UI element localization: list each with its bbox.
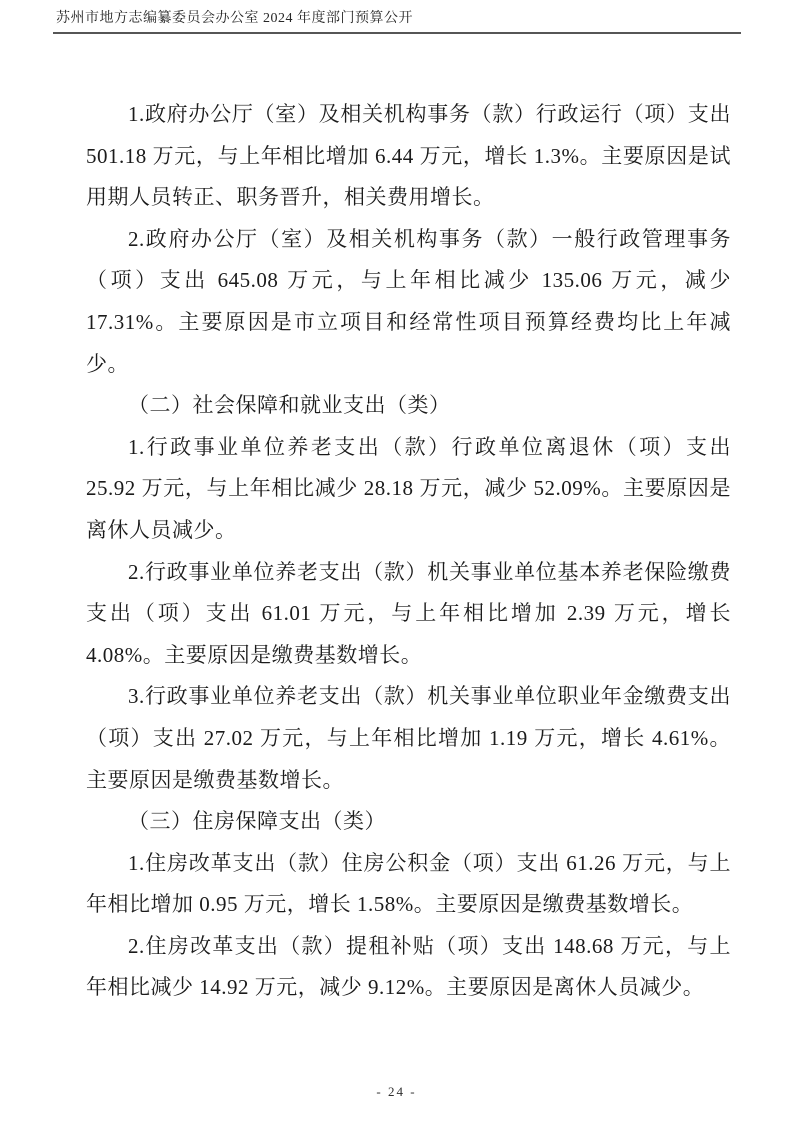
section-heading: （二）社会保障和就业支出（类） [128,393,451,418]
body-paragraph: 3.行政事业单位养老支出（款）机关事业单位职业年金缴费支出（项）支出 27.02 万元，与上年相比增加 1.19 万元，增长 4.61%。主要原因是缴费基数增长。 [86,684,731,792]
page-header-title: 苏州市地方志编纂委员会办公室 2024 年度部门预算公开 [56,11,413,26]
document-body [86,94,731,1009]
body-paragraph: 1.政府办公厅（室）及相关机构事务（款）行政运行（项）支出 501.18 万元，与上年相比增加 6.44 万元，增长 1.3%。主要原因是试用期人员转正、职务晋升，相关费用增长。 [86,102,731,210]
body-paragraph: 2.住房改革支出（款）提租补贴（项）支出 148.68 万元，与上年相比减少 14.92 万元，减少 9.12%。主要原因是离休人员减少。 [86,933,731,1000]
body-paragraph: 2.行政事业单位养老支出（款）机关事业单位基本养老保险缴费支出（项）支出 61.01 万元，与上年相比增加 2.39 万元，增长 4.08%。主要原因是缴费基数增长。 [86,559,731,667]
page-footer [0,1084,793,1100]
page-number: - 24 - [376,1084,417,1099]
page-header [53,9,741,34]
body-paragraph: 2.政府办公厅（室）及相关机构事务（款）一般行政管理事务（项）支出 645.08 万元，与上年相比减少 135.06 万元，减少 17.31%。主要原因是市立项目和经常性项目预算经费均比上年减少。 [86,226,731,376]
body-paragraph: 1.住房改革支出（款）住房公积金（项）支出 61.26 万元，与上年相比增加 0.95 万元，增长 1.58%。主要原因是缴费基数增长。 [86,850,731,917]
body-paragraph: 1.行政事业单位养老支出（款）行政单位离退休（项）支出 25.92 万元，与上年相比减少 28.18 万元，减少 52.09%。主要原因是离休人员减少。 [86,434,731,542]
section-heading: （三）住房保障支出（类） [128,809,386,834]
